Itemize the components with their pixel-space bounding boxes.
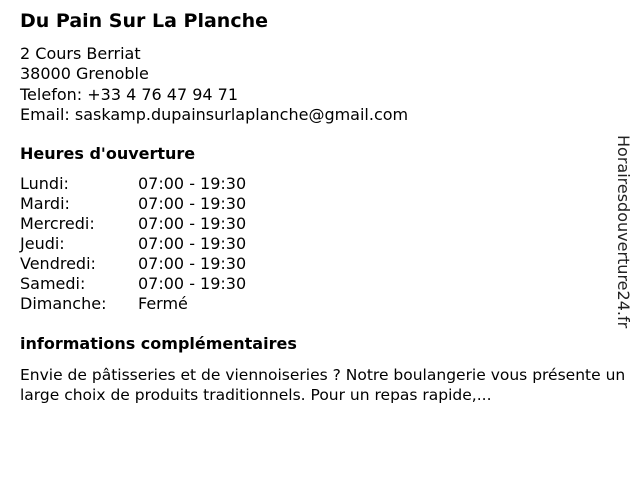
day-hours: 07:00 - 19:30: [138, 214, 247, 233]
day-label: Mardi:: [20, 194, 70, 213]
watermark: Horairesdouverture24.fr: [614, 135, 633, 329]
day-hours: 07:00 - 19:30: [138, 234, 247, 253]
day-label: Lundi:: [20, 174, 69, 193]
day-hours: 07:00 - 19:30: [138, 254, 247, 273]
business-name: Du Pain Sur La Planche: [20, 10, 269, 32]
day-hours: Fermé: [138, 294, 188, 313]
info-heading: informations complémentaires: [20, 334, 297, 353]
day-label: Mercredi:: [20, 214, 95, 233]
day-label: Dimanche:: [20, 294, 107, 313]
day-hours: 07:00 - 19:30: [138, 174, 247, 193]
description-text: Envie de pâtisseries et de viennoiseries ? Notre boulangerie vous présente un large choix de produits traditionnels. Pour un repas rapide,...: [20, 366, 626, 404]
address-block: [20, 44, 408, 125]
phone: Telefon: +33 4 76 47 94 71: [20, 84, 239, 104]
day-hours: 07:00 - 19:30: [138, 274, 247, 293]
day-hours: 07:00 - 19:30: [138, 194, 247, 213]
city: 38000 Grenoble: [20, 64, 149, 84]
day-label: Samedi:: [20, 274, 86, 293]
day-label: Jeudi:: [20, 234, 65, 253]
day-label: Vendredi:: [20, 254, 96, 273]
email: Email: saskamp.dupainsurlaplanche@gmail.com: [20, 104, 409, 124]
street-address: 2 Cours Berriat: [20, 44, 141, 63]
hours-heading: Heures d'ouverture: [20, 144, 196, 163]
